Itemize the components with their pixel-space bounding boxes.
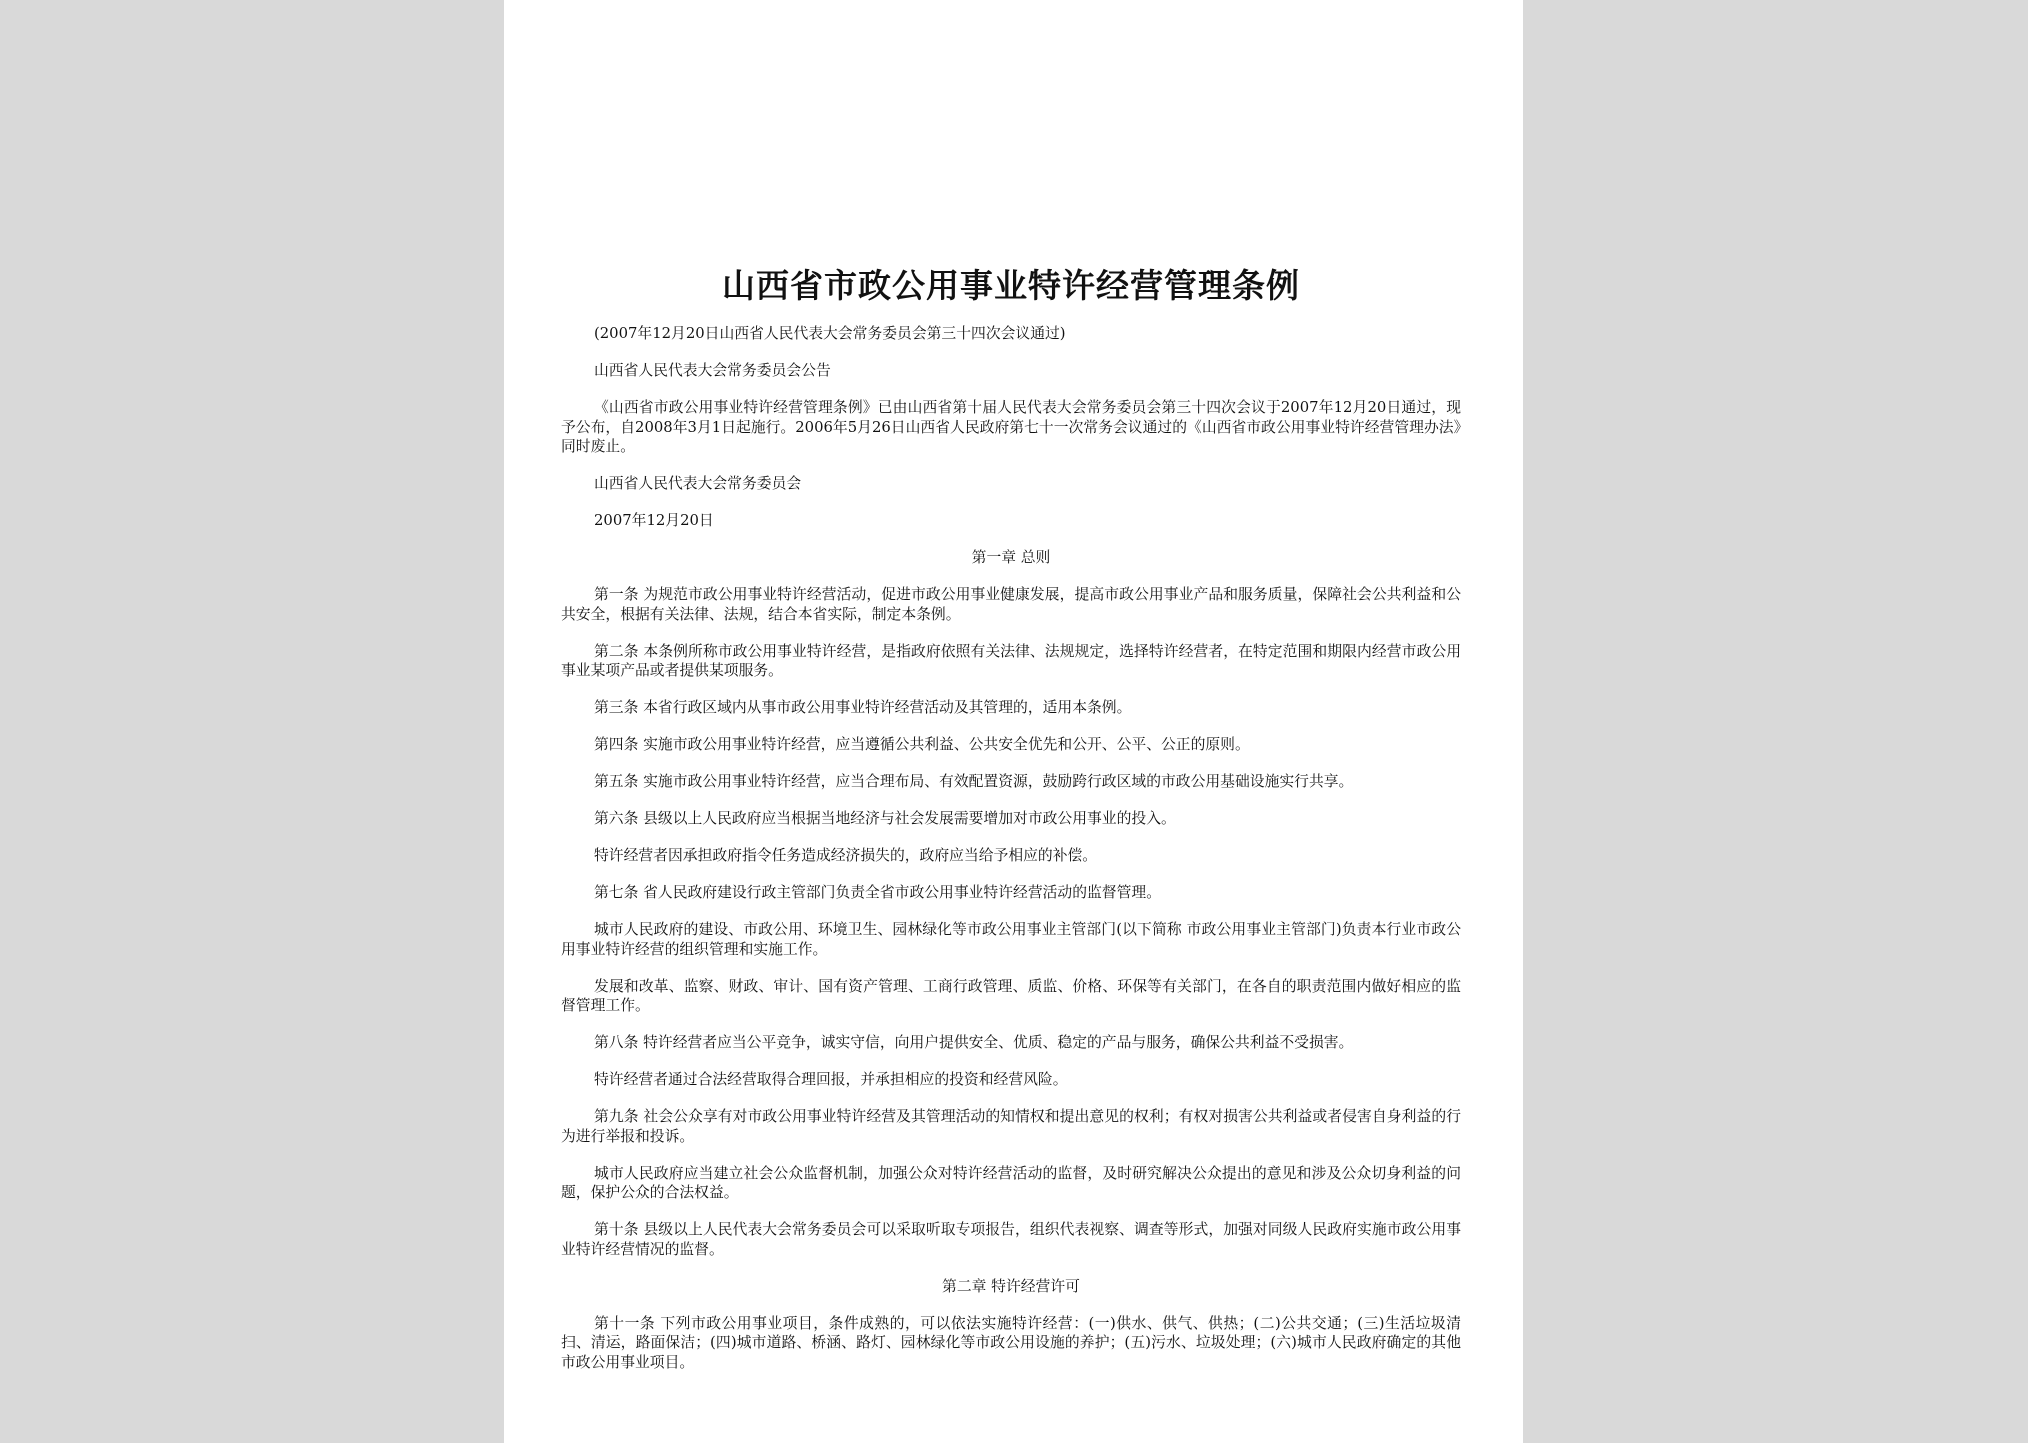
document-page	[504, 0, 1523, 1443]
announcement-header: 山西省人民代表大会常务委员会公告	[594, 362, 831, 379]
article-paragraph: 特许经营者因承担政府指令任务造成经济损失的，政府应当给予相应的补偿。	[594, 847, 1098, 864]
article-paragraph: 第七条 省人民政府建设行政主管部门负责全省市政公用事业特许经营活动的监督管理。	[594, 884, 1161, 901]
article-paragraph: 第五条 实施市政公用事业特许经营，应当合理布局、有效配置资源，鼓励跨行政区域的市政公用基础设施实行共享。	[594, 773, 1354, 790]
article-paragraph: 特许经营者通过合法经营取得合理回报，并承担相应的投资和经营风险。	[594, 1071, 1068, 1088]
article-paragraph: 第六条 县级以上人民政府应当根据当地经济与社会发展需要增加对市政公用事业的投入。	[594, 810, 1176, 827]
article-paragraph: 城市人民政府的建设、市政公用、环境卫生、园林绿化等市政公用事业主管部门(以下简称 市政公用事业主管部门)负责本行业市政公用事业特许经营的组织管理和实施工作。	[561, 921, 1461, 958]
signatory: 山西省人民代表大会常务委员会	[594, 475, 802, 492]
article-paragraph: 城市人民政府应当建立社会公众监督机制，加强公众对特许经营活动的监督，及时研究解决公众提出的意见和涉及公众切身利益的问题，保护公众的合法权益。	[561, 1164, 1461, 1201]
document-subtitle: (2007年12月20日山西省人民代表大会常务委员会第三十四次会议通过)	[594, 325, 1066, 342]
article-paragraph: 第三条 本省行政区域内从事市政公用事业特许经营活动及其管理的，适用本条例。	[594, 699, 1132, 716]
article-paragraph: 第四条 实施市政公用事业特许经营，应当遵循公共利益、公共安全优先和公开、公平、公正的原则。	[594, 736, 1250, 753]
article-paragraph: 第九条 社会公众享有对市政公用事业特许经营及其管理活动的知情权和提出意见的权利；有权对损害公共利益或者侵害自身利益的行为进行举报和投诉。	[561, 1108, 1461, 1145]
article-paragraph: 第十条 县级以上人民代表大会常务委员会可以采取听取专项报告，组织代表视察、调查等形式，加强对同级人民政府实施市政公用事业特许经营情况的监督。	[561, 1221, 1461, 1258]
article-paragraph: 发展和改革、监察、财政、审计、国有资产管理、工商行政管理、质监、价格、环保等有关部门，在各自的职责范围内做好相应的监督管理工作。	[561, 977, 1461, 1014]
article-paragraph: 第二条 本条例所称市政公用事业特许经营，是指政府依照有关法律、法规规定，选择特许经营者，在特定范围和期限内经营市政公用事业某项产品或者提供某项服务。	[561, 642, 1461, 679]
article-paragraph: 第一条 为规范市政公用事业特许经营活动，促进市政公用事业健康发展，提高市政公用事业产品和服务质量，保障社会公共利益和公共安全，根据有关法律、法规，结合本省实际，制定本条例。	[561, 586, 1461, 623]
announcement-date: 2007年12月20日	[594, 512, 714, 529]
chapter-heading: 第二章 特许经营许可	[942, 1277, 1080, 1295]
article-paragraph: 第八条 特许经营者应当公平竞争，诚实守信，向用户提供安全、优质、稳定的产品与服务，确保公共利益不受损害。	[594, 1034, 1354, 1051]
article-paragraph: 第十一条 下列市政公用事业项目，条件成熟的，可以依法实施特许经营：(一)供水、供气、供热；(二)公共交通；(三)生活垃圾清扫、清运，路面保洁；(四)城市道路、桥涵、路灯、园林绿化等市政公用设施的养护；(五)污水、垃圾处理；(六)城市人民政府确定的其他市政公用事业项目。	[561, 1314, 1461, 1371]
announcement-body: 《山西省市政公用事业特许经营管理条例》已由山西省第十届人民代表大会常务委员会第三十四次会议于2007年12月20日通过，现予公布，自2008年3月1日起施行。2006年5月26日山西省人民政府第七十一次常务会议通过的《山西省市政公用事业特许经营管理办法》同时废止。	[561, 399, 1461, 455]
chapter-heading: 第一章 总则	[971, 549, 1051, 566]
document-title: 山西省市政公用事业特许经营管理条例	[722, 266, 1300, 305]
document-content	[561, 266, 1461, 1390]
